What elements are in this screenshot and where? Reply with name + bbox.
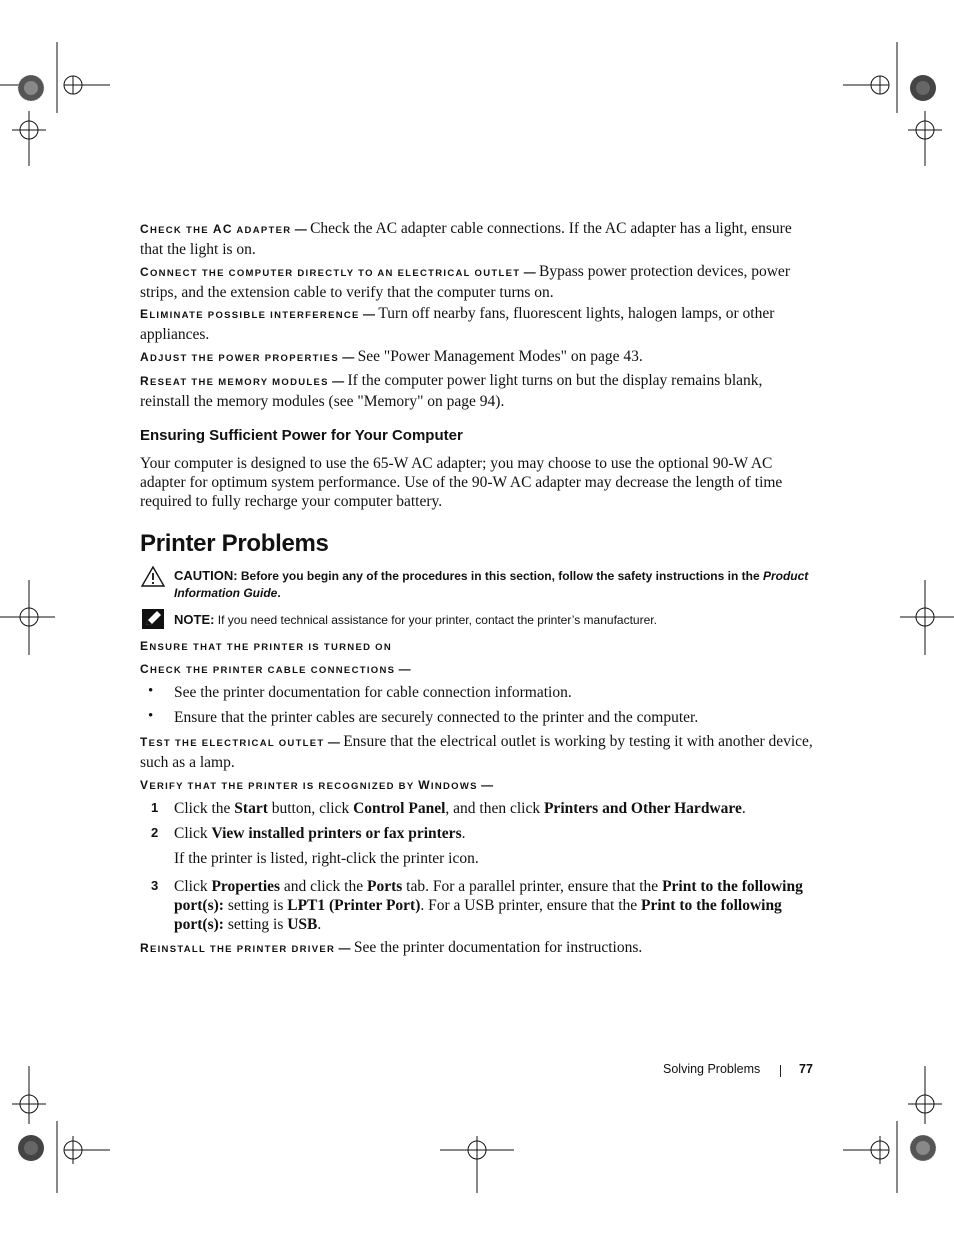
verify-printer-heading: VERIFY THAT THE PRINTER IS RECOGNIZED BY WINDOWS xyxy=(140,778,478,792)
caution-guide-title: Product Information Guide xyxy=(174,569,809,600)
ui-term: View installed printers or fax printers xyxy=(211,825,462,842)
ui-term: Print to the following port(s): xyxy=(174,897,782,933)
bullet-marker: • xyxy=(148,683,154,699)
ui-term: Ports xyxy=(367,878,403,895)
step-number: 1 xyxy=(151,800,159,815)
heading-text: C xyxy=(140,222,150,236)
em-dash: — xyxy=(520,265,540,279)
footer-separator xyxy=(780,1065,781,1077)
step-number: 3 xyxy=(151,878,159,893)
step-number: 2 xyxy=(151,825,159,840)
caution-notice xyxy=(174,568,814,601)
em-dash: — xyxy=(291,222,311,236)
heading-text: HECK THE xyxy=(149,225,213,236)
item-body: Turn off nearby fans, fluorescent lights, halogen lamps, or other appliances. xyxy=(140,305,775,343)
step-text-run: . For a USB printer, ensure that the xyxy=(420,897,642,914)
caution-text: Before you begin any of the procedures in this section, follow the safety instructions in the xyxy=(240,569,763,583)
ui-term: Control Panel xyxy=(353,800,446,817)
em-dash: — xyxy=(359,307,379,321)
step-text-run: setting is xyxy=(223,897,288,914)
ui-term: USB xyxy=(287,916,318,933)
note-text: If you need technical assistance for your printer, contact the printer’s manufacturer. xyxy=(217,613,657,627)
caution-icon xyxy=(141,566,165,587)
item-body: If the computer power light turns on but the display remains blank, reinstall the memory modules (see "Memory" on page 94). xyxy=(140,372,763,410)
step-text-run: . xyxy=(317,916,322,933)
heading-text: AC xyxy=(212,222,233,236)
step-text xyxy=(174,799,816,818)
note-label: NOTE: xyxy=(174,612,215,627)
note-notice xyxy=(174,612,814,629)
caution-label: CAUTION: xyxy=(174,568,238,583)
item-body: Check the AC adapter cable connections. If the AC adapter has a light, ensure that the light is on. xyxy=(140,220,792,258)
em-dash: — xyxy=(477,778,494,792)
step-text-run: Click xyxy=(174,825,212,842)
step-text xyxy=(174,877,810,934)
heading-text: ONNECT THE COMPUTER DIRECTLY TO AN ELECTRICAL OUTLET xyxy=(149,268,521,279)
step-text-run: . xyxy=(741,800,746,817)
sufficient-power-body: Your computer is designed to use the 65-W AC adapter; you may choose to use the optional 90-W AC adapter for optimum system performance. Use of the 90-W AC adapter may decrease the length of time required to fully recharge your computer battery. xyxy=(140,455,783,510)
step-text xyxy=(174,824,816,843)
ui-term: Print to the following port(s): xyxy=(174,878,803,914)
heading-text: DJUST THE POWER PROPERTIES xyxy=(149,353,339,364)
step-text-run: and click the xyxy=(280,878,367,895)
heading-text: A xyxy=(140,350,150,364)
note-pencil-icon xyxy=(142,609,164,629)
step-text-run: button, click xyxy=(267,800,354,817)
ui-term: LPT1 (Printer Port) xyxy=(287,897,421,914)
item-body: See "Power Management Modes" on page 43. xyxy=(357,348,643,365)
printer-on-heading: ENSURE THAT THE PRINTER IS TURNED ON xyxy=(140,639,393,653)
bullet-marker: • xyxy=(148,708,154,724)
heading-text: C xyxy=(140,265,150,279)
troubleshoot-item-power-properties xyxy=(140,347,816,368)
page-number: 77 xyxy=(799,1062,813,1076)
heading-text: ADAPTER xyxy=(232,225,292,236)
section-title: Printer Problems xyxy=(140,530,329,557)
step-text-run: tab. For a parallel printer, ensure that the xyxy=(402,878,663,895)
list-item: Ensure that the printer cables are securely connected to the printer and the computer. xyxy=(174,709,699,726)
em-dash: — xyxy=(395,662,411,676)
item-body: See the printer documentation for instructions. xyxy=(353,939,643,956)
footer-section-name: Solving Problems xyxy=(663,1062,761,1076)
step-text-run: Click the xyxy=(174,800,235,817)
item-body: Bypass power protection devices, power strips, and the extension cable to verify that the computer turns on. xyxy=(140,263,790,301)
ui-term: Start xyxy=(234,800,268,817)
heading-text: E xyxy=(140,307,150,321)
step-text-run: , and then click xyxy=(445,800,544,817)
troubleshoot-item-ac-adapter xyxy=(140,219,816,259)
troubleshoot-item-interference xyxy=(140,304,816,344)
item-body: Ensure that the electrical outlet is working by testing it with another device, such as a lamp. xyxy=(140,733,813,771)
troubleshoot-item-memory-modules xyxy=(140,371,816,411)
step-text-run: . xyxy=(461,825,466,842)
step-followup: If the printer is listed, right-click the printer icon. xyxy=(174,850,479,867)
list-item: See the printer documentation for cable connection information. xyxy=(174,684,572,701)
step-text-run: Click xyxy=(174,878,212,895)
em-dash: — xyxy=(338,350,358,364)
heading-text: LIMINATE POSSIBLE INTERFERENCE xyxy=(149,310,360,321)
heading-text: R xyxy=(140,374,150,388)
ui-term: Printers and Other Hardware xyxy=(543,800,742,817)
caution-end: . xyxy=(277,585,281,600)
printer-cable-heading: CHECK THE PRINTER CABLE CONNECTIONS xyxy=(140,662,396,676)
heading-text: ESEAT THE MEMORY MODULES xyxy=(149,377,329,388)
troubleshoot-item-electrical-outlet xyxy=(140,262,816,302)
step-text-run: setting is xyxy=(223,916,288,933)
em-dash: — xyxy=(328,374,348,388)
subsection-title: Ensuring Sufficient Power for Your Computer xyxy=(140,427,463,444)
ui-term: Properties xyxy=(211,878,281,895)
reinstall-driver-item: REINSTALL THE PRINTER DRIVER — See the printer documentation for instructions. xyxy=(140,939,643,956)
test-outlet-item: TEST THE ELECTRICAL OUTLET — Ensure that the electrical outlet is working by testing it with another device, such as a lamp. xyxy=(140,733,813,771)
